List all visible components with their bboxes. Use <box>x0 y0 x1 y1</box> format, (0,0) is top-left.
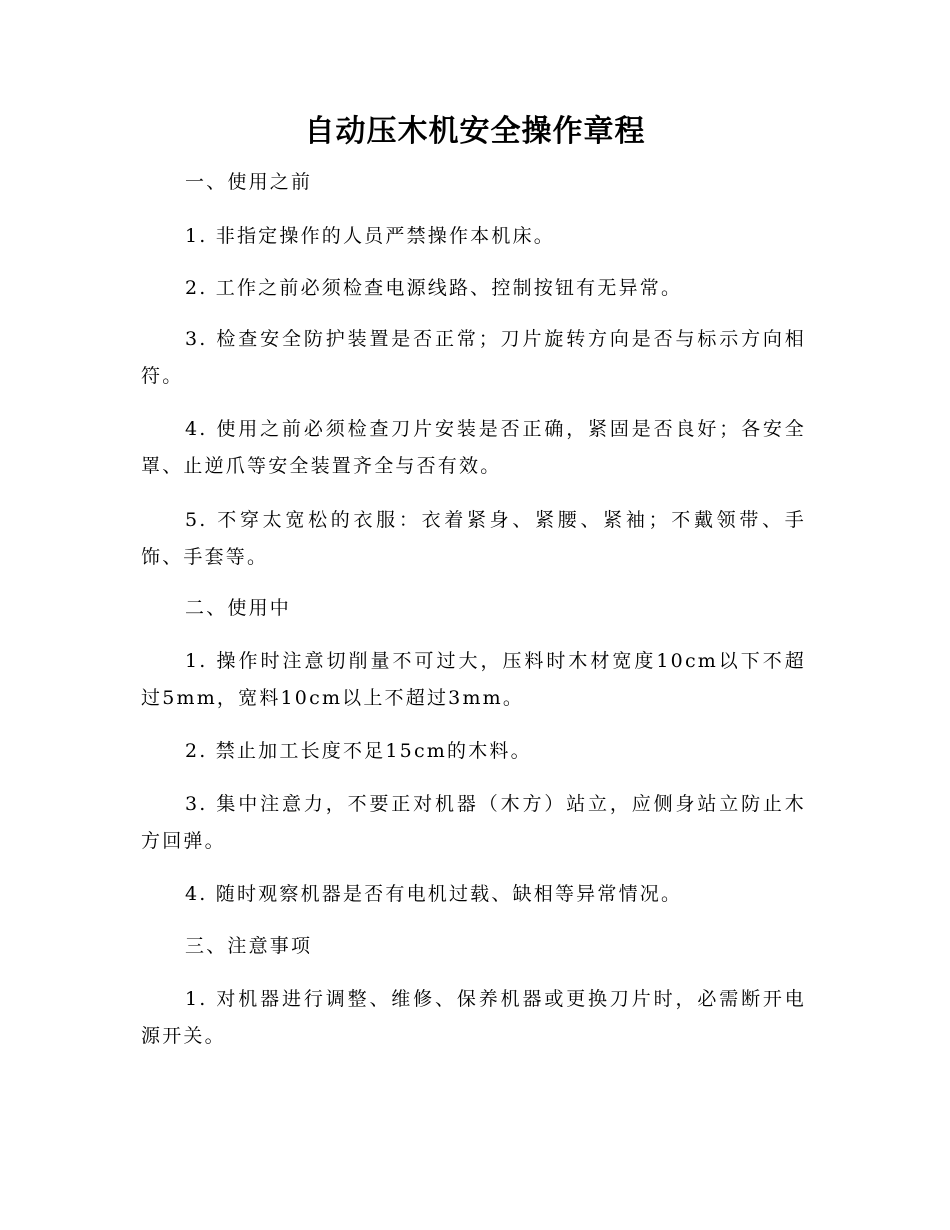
paragraph-item: 2. 禁止加工长度不足15cm的木料。 <box>185 740 532 762</box>
paragraph-item: 2. 工作之前必须检查电源线路、控制按钮有无异常。 <box>185 277 683 299</box>
document-title: 自动压木机安全操作章程 <box>304 114 646 149</box>
paragraph-item: 3. 检查安全防护装置是否正常；刀片旋转方向是否与标示方向相符。 <box>141 328 806 387</box>
paragraph-item: 1. 操作时注意切削量不可过大，压料时木材宽度10cm以下不超过5mm，宽料10cm以上不超过3mm。 <box>141 650 806 709</box>
paragraph-item: 4. 随时观察机器是否有电机过载、缺相等异常情况。 <box>185 883 683 905</box>
paragraph-item: 5. 不穿太宽松的衣服：衣着紧身、紧腰、紧袖；不戴领带、手饰、手套等。 <box>141 509 806 568</box>
paragraph-item: 4. 使用之前必须检查刀片安装是否正确，紧固是否良好；各安全罩、止逆爪等安全装置齐全与否有效。 <box>141 418 806 477</box>
section-heading-precautions: 三、注意事项 <box>185 935 313 957</box>
section-heading-before-use: 一、使用之前 <box>185 171 313 193</box>
paragraph-item: 3. 集中注意力，不要正对机器（木方）站立，应侧身站立防止木方回弹。 <box>141 793 806 852</box>
paragraph-item: 1. 对机器进行调整、维修、保养机器或更换刀片时，必需断开电源开关。 <box>141 988 806 1047</box>
section-heading-during-use: 二、使用中 <box>185 597 292 619</box>
paragraph-item: 1. 非指定操作的人员严禁操作本机床。 <box>185 225 555 247</box>
